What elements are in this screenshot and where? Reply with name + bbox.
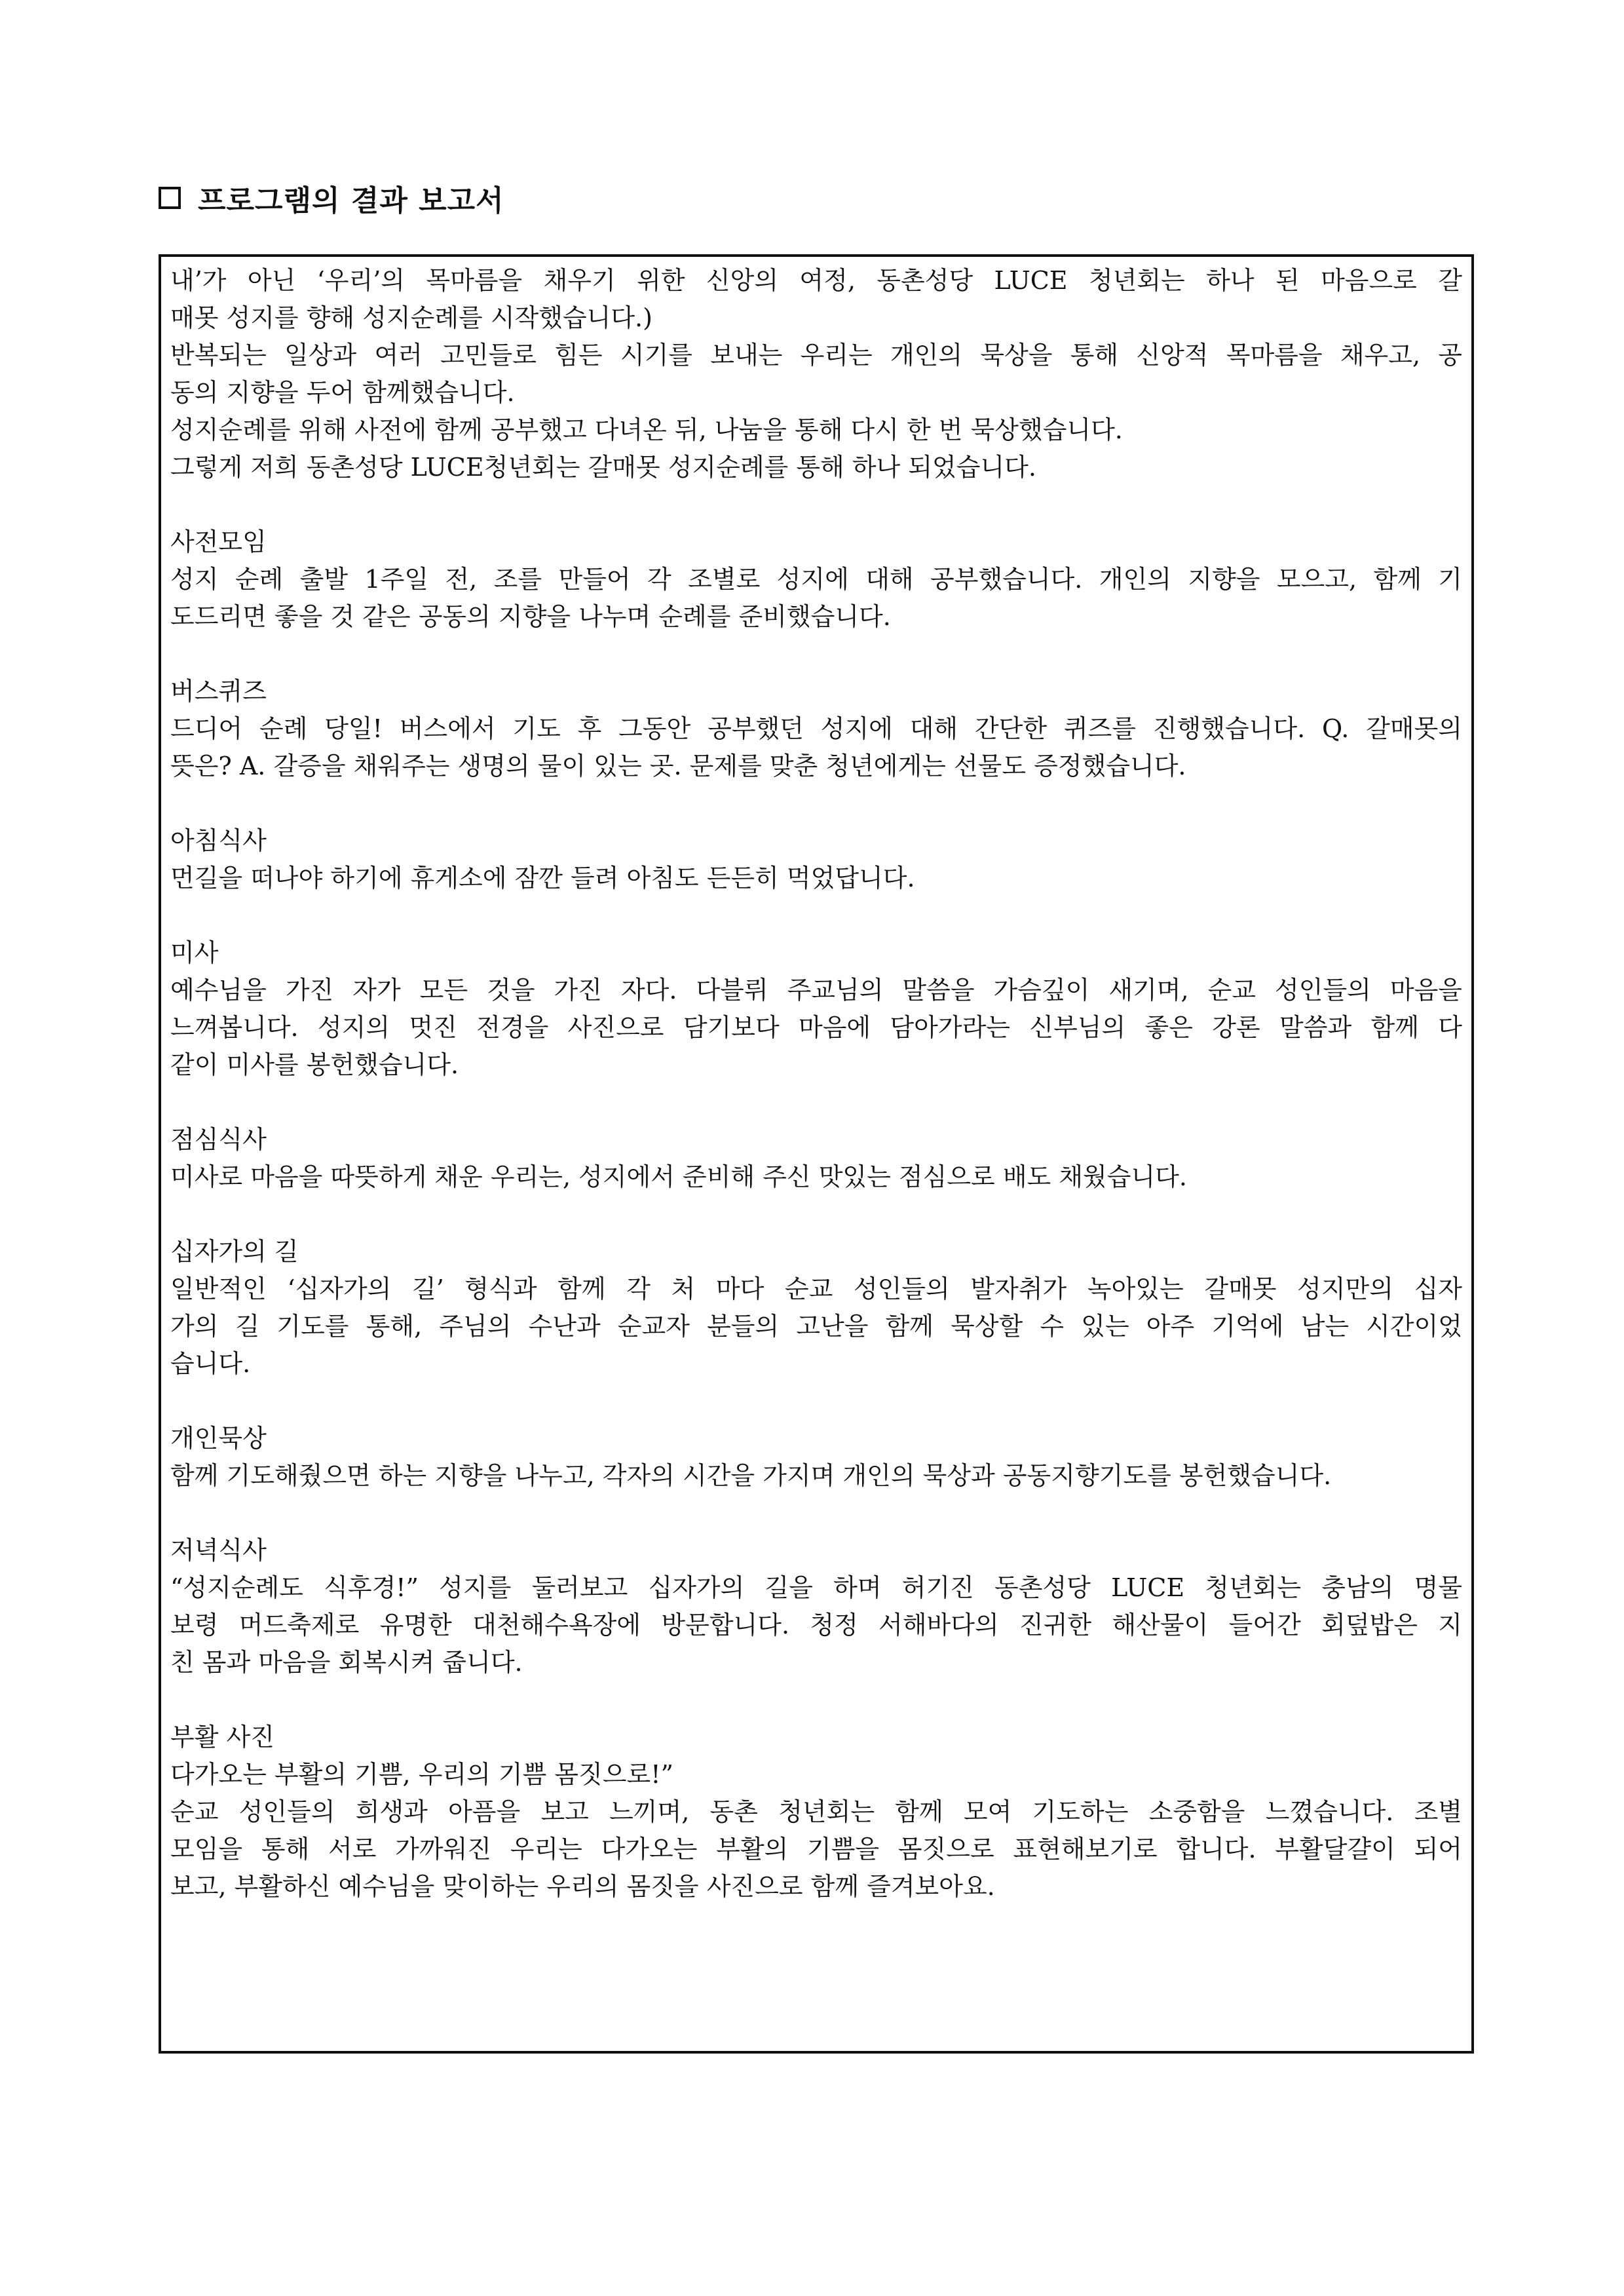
section-line: 예수님을 가진 자가 모든 것을 가진 자다. 다블뤼 주교님의 말씀을 가슴깊이 새기며, 순교 성인들의 마음을 [170,976,1462,1004]
spacer [170,1084,1462,1121]
section-line: 느껴봅니다. 성지의 멋진 전경을 사진으로 담기보다 마음에 담아가라는 신부님의 좋은 강론 말씀과 함께 다 [170,1013,1462,1042]
section-title: 아침식사 [170,826,267,855]
section-line: 친 몸과 마음을 회복시켜 줍니다. [170,1648,523,1677]
spacer [170,785,1462,822]
section-title: 사전모임 [170,527,267,556]
section-line: 순교 성인들의 희생과 아픔을 보고 느끼며, 동촌 청년회는 함께 모여 기도하는 소중함을 느꼈습니다. 조별 [170,1797,1462,1826]
spacer [170,486,1462,524]
section-title: 미사 [170,938,219,967]
intro-line: 동의 지향을 두어 함께했습니다. [170,378,515,407]
section-title: 버스퀴즈 [170,677,267,706]
section-line: 보령 머드축제로 유명한 대천해수욕장에 방문합니다. 청정 서해바다의 진귀한 해산물이 들어간 회덮밥은 지 [170,1611,1462,1639]
report-title: 프로그램의 결과 보고서 [198,184,504,218]
report-heading [159,177,504,219]
section-line: “성지순례도 식후경!” 성지를 둘러보고 십자가의 길을 하며 허기진 동촌성당 LUCE 청년회는 충남의 명물 [170,1573,1462,1602]
section-title: 점심식사 [170,1125,267,1154]
section-line: 보고, 부활하신 예수님을 맞이하는 우리의 몸짓을 사진으로 함께 즐겨보아요. [170,1872,995,1901]
section-title: 개인묵상 [170,1424,267,1453]
section-title: 십자가의 길 [170,1237,299,1266]
section-line: 미사로 마음을 따뜻하게 채운 우리는, 성지에서 준비해 주신 맛있는 점심으로 배도 채웠습니다. [170,1162,1187,1191]
section-line: 도드리면 좋을 것 같은 공동의 지향을 나누며 순례를 준비했습니다. [170,602,891,631]
spacer [170,1681,1462,1719]
section-line: 모임을 통해 서로 가까워진 우리는 다가오는 부활의 기쁨을 몸짓으로 표현해보기로 합니다. 부활달걀이 되어 [170,1835,1462,1864]
report-body-box [159,254,1474,2054]
section-line: 드디어 순례 당일! 버스에서 기도 후 그동안 공부했던 성지에 대해 간단한 퀴즈를 진행했습니다. Q. 갈매못의 [170,714,1462,743]
section-line: 일반적인 ‘십자가의 길’ 형식과 함께 각 처 마다 순교 성인들의 발자취가 녹아있는 갈매못 성지만의 십자 [170,1274,1462,1303]
section-title: 부활 사진 [170,1723,274,1751]
spacer [170,1196,1462,1233]
empty-checkbox-icon [159,187,181,209]
intro-line: 그렇게 저희 동촌성당 LUCE청년회는 갈매못 성지순례를 통해 하나 되었습니다. [170,453,1036,482]
section-line: 뜻은? A. 갈증을 채워주는 생명의 물이 있는 곳. 문제를 맞춘 청년에게는 선물도 증정했습니다. [170,752,1186,780]
section-title: 저녁식사 [170,1536,267,1565]
section-line: 성지 순례 출발 1주일 전, 조를 만들어 각 조별로 성지에 대해 공부했습니다. 개인의 지향을 모으고, 함께 기 [170,565,1462,594]
intro-line: 성지순례를 위해 사전에 함께 공부했고 다녀온 뒤, 나눔을 통해 다시 한 번 묵상했습니다. [170,415,1123,444]
spacer [170,1495,1462,1532]
spacer [170,897,1462,934]
intro-line: 매못 성지를 향해 성지순례를 시작했습니다.) [170,303,652,332]
section-line: 함께 기도해줬으면 하는 지향을 나누고, 각자의 시간을 가지며 개인의 묵상과 공동지향기도를 봉헌했습니다. [170,1461,1332,1490]
intro-line: 내’가 아닌 ‘우리’의 목마름을 채우기 위한 신앙의 여정, 동촌성당 LUCE 청년회는 하나 된 마음으로 갈 [170,266,1462,295]
section-line: 다가오는 부활의 기쁨, 우리의 기쁨 몸짓으로!” [170,1760,673,1789]
section-line: 습니다. [170,1349,251,1378]
section-line: 가의 길 기도를 통해, 주님의 수난과 순교자 분들의 고난을 함께 묵상할 수 있는 아주 기억에 남는 시간이었 [170,1312,1462,1341]
section-line: 같이 미사를 봉헌했습니다. [170,1050,459,1079]
intro-line: 반복되는 일상과 여러 고민들로 힘든 시기를 보내는 우리는 개인의 묵상을 통해 신앙적 목마름을 채우고, 공 [170,341,1462,370]
spacer [170,1383,1462,1420]
spacer [170,636,1462,673]
section-line: 먼길을 떠나야 하기에 휴게소에 잠깐 들려 아침도 든든히 먹었답니다. [170,864,915,892]
